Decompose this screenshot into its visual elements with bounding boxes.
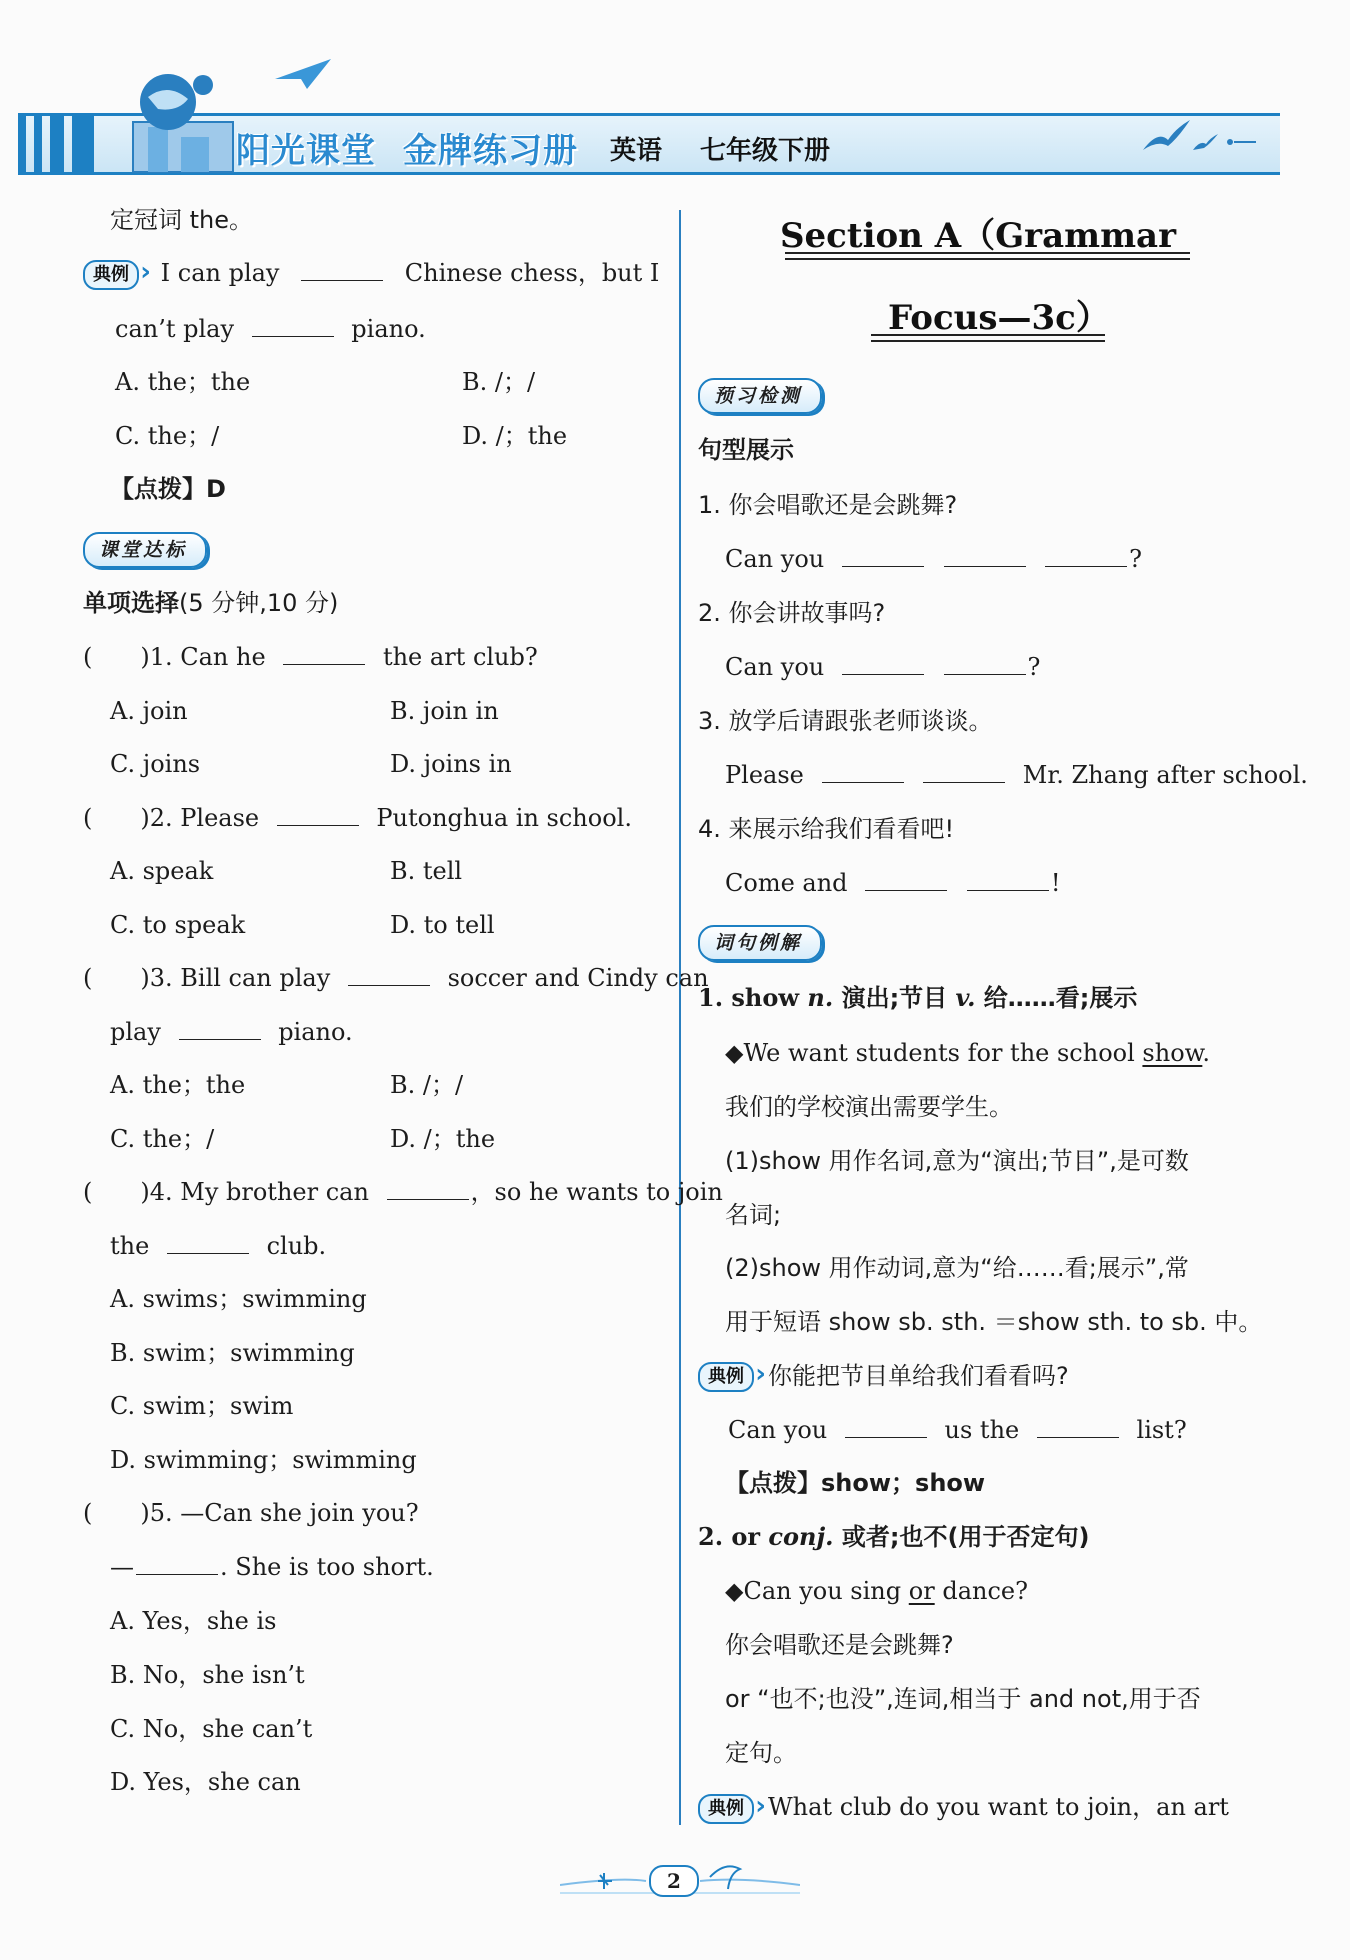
intro-line: 定冠词 the。 xyxy=(110,206,254,234)
example-tag: 典例 › xyxy=(698,1794,754,1824)
answer-blank[interactable] xyxy=(842,652,924,675)
option: D. /；the xyxy=(462,422,568,450)
word-1-example-cn: 我们的学校演出需要学生。 xyxy=(725,1093,1013,1121)
option: D. joins in xyxy=(390,750,512,778)
word-1-example-question: 典例 › 你能把节目单给我们看看吗? xyxy=(698,1361,1069,1392)
word-2-example: ◆Can you sing or dance? xyxy=(725,1577,1028,1605)
word-2-example-cn: 你会唱歌还是会跳舞? xyxy=(725,1631,954,1659)
example-tag: 典例 › xyxy=(83,260,139,290)
sentence-4-en: Come and ! xyxy=(725,869,1061,897)
option: D. /；the xyxy=(390,1125,496,1153)
title-rule xyxy=(871,334,1105,342)
word-1-note-1b: 名词; xyxy=(725,1201,782,1229)
example-tag: 典例 › xyxy=(698,1362,754,1392)
blank xyxy=(301,258,383,281)
option: A. the；the xyxy=(115,368,251,396)
example-question: 典例 › I can play Chinese chess，but I xyxy=(83,258,659,290)
sentence-3-en: Please Mr. Zhang after school. xyxy=(725,761,1308,789)
section-badge-preview: 预习检测 xyxy=(698,378,822,414)
word-2-heading: 2. or conj. 或者;也不(用于否定句) xyxy=(698,1522,1090,1551)
word-1-note-2b: 用于短语 show sb. sth. ＝show sth. to sb. 中。 xyxy=(725,1308,1263,1336)
question-5: ( )5. —Can she join you? xyxy=(83,1499,419,1527)
page-footer xyxy=(560,1855,800,1905)
option: B. tell xyxy=(390,857,463,885)
answer-blank[interactable] xyxy=(842,544,924,567)
answer-blank[interactable] xyxy=(944,652,1026,675)
answer-blank[interactable] xyxy=(923,760,1005,783)
answer-blank[interactable] xyxy=(822,760,904,783)
question-4-line2: the club. xyxy=(110,1232,327,1260)
page-header xyxy=(18,55,1280,185)
answer-blank[interactable] xyxy=(967,868,1049,891)
answer-blank[interactable] xyxy=(865,868,947,891)
answer-blank[interactable] xyxy=(277,803,359,826)
question-1: ( )1. Can he the art club? xyxy=(83,643,538,671)
section-title-line2: Focus—3c） xyxy=(888,298,1110,338)
option: D. Yes，she can xyxy=(110,1768,301,1796)
question-3-line2: play piano. xyxy=(110,1018,353,1046)
option: B. /；/ xyxy=(462,368,536,396)
blank xyxy=(252,314,334,337)
option: B. /；/ xyxy=(390,1071,464,1099)
word-1-answer: 【点拨】show；show xyxy=(725,1469,986,1497)
sentence-1-cn: 1. 你会唱歌还是会跳舞? xyxy=(698,491,958,519)
section-title-line1: Section A（Grammar xyxy=(780,216,1176,256)
word-2-note-b: 定句。 xyxy=(725,1739,797,1767)
sentence-2-cn: 2. 你会讲故事吗? xyxy=(698,599,886,627)
option: C. to speak xyxy=(110,911,246,939)
question-4: ( )4. My brother can ，so he wants to join xyxy=(83,1178,723,1206)
option: B. swim；swimming xyxy=(110,1339,355,1367)
brand-title-1: 阳光课堂 xyxy=(236,131,376,171)
option: C. swim；swim xyxy=(110,1392,294,1420)
option: A. Yes，she is xyxy=(110,1607,277,1635)
option: D. to tell xyxy=(390,911,495,939)
word-1-note-2: (2)show 用作动词,意为“给……看;展示”,常 xyxy=(725,1254,1189,1282)
sentence-4-cn: 4. 来展示给我们看看吧! xyxy=(698,815,955,843)
answer-blank[interactable] xyxy=(1045,544,1127,567)
question-3: ( )3. Bill can play soccer and Cindy can xyxy=(83,964,709,992)
word-1-note-1: (1)show 用作名词,意为“演出;节目”,是可数 xyxy=(725,1147,1189,1175)
sentence-2-en: Can you ? xyxy=(725,653,1041,681)
word-2-example-question: 典例 › What club do you want to join，an art xyxy=(698,1792,1229,1824)
option: A. the；the xyxy=(110,1071,246,1099)
birds-icon xyxy=(1138,110,1258,160)
answer-blank[interactable] xyxy=(283,642,365,665)
option: C. the；/ xyxy=(115,422,220,450)
option: D. swimming；swimming xyxy=(110,1446,417,1474)
exercise-heading: 单项选择(5 分钟,10 分) xyxy=(83,589,339,617)
option: B. No，she isn’t xyxy=(110,1661,305,1689)
question-5-line2: — . She is too short. xyxy=(110,1553,434,1581)
section-badge-vocab: 词句例解 xyxy=(698,925,822,961)
option: C. the；/ xyxy=(110,1125,215,1153)
answer-blank[interactable] xyxy=(387,1177,469,1200)
option: A. swims；swimming xyxy=(110,1285,367,1313)
section-badge-practice: 课堂达标 xyxy=(83,532,207,568)
title-rule xyxy=(785,252,1190,260)
word-2-note: or “也不;也没”,连词,相当于 and not,用于否 xyxy=(725,1685,1201,1713)
sentence-heading: 句型展示 xyxy=(698,436,794,464)
sentence-3-cn: 3. 放学后请跟张老师谈谈。 xyxy=(698,707,993,735)
word-1-heading: 1. show n. 演出;节目 v. 给……看;展示 xyxy=(698,983,1138,1012)
header-stripes xyxy=(18,113,98,175)
paper-plane-icon xyxy=(273,55,333,95)
option: C. No，she can’t xyxy=(110,1715,313,1743)
word-1-example: ◆We want students for the school show. xyxy=(725,1039,1210,1067)
word-1-example-en: Can you us the list? xyxy=(728,1416,1187,1444)
answer-blank[interactable] xyxy=(944,544,1026,567)
sentence-1-en: Can you ? xyxy=(725,545,1143,573)
answer-blank[interactable] xyxy=(348,963,430,986)
answer-blank[interactable] xyxy=(136,1552,218,1575)
question-2: ( )2. Please Putonghua in school. xyxy=(83,804,632,832)
brand-title-2: 金牌练习册 xyxy=(403,131,578,171)
option: A. join xyxy=(110,697,188,725)
answer-blank[interactable] xyxy=(179,1017,261,1040)
option: C. joins xyxy=(110,750,201,778)
example-answer: 【点拨】D xyxy=(110,475,226,503)
option: A. speak xyxy=(110,857,214,885)
answer-blank[interactable] xyxy=(845,1415,927,1438)
grade-label: 七年级下册 xyxy=(700,136,831,166)
option: B. join in xyxy=(390,697,499,725)
column-divider xyxy=(679,210,681,1825)
answer-blank[interactable] xyxy=(1037,1415,1119,1438)
page-number: 2 xyxy=(649,1865,699,1897)
subject-label: 英语 xyxy=(610,136,663,166)
answer-blank[interactable] xyxy=(167,1231,249,1254)
example-question-line2: can’t play piano. xyxy=(115,315,426,343)
globe-logo-icon xyxy=(123,67,243,177)
